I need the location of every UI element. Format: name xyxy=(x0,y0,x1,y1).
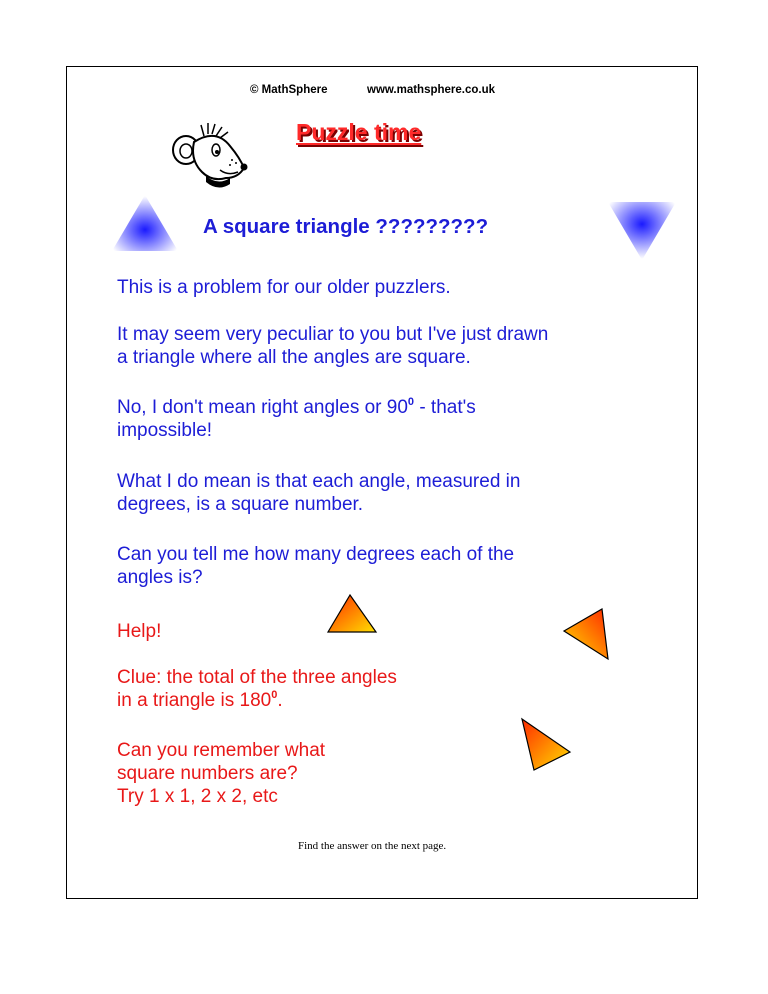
mouse-mascot-icon xyxy=(168,120,250,194)
website-link[interactable]: www.mathsphere.co.uk xyxy=(367,84,496,96)
footer-note: Find the answer on the next page. xyxy=(298,840,447,852)
clue-paragraph: Clue: the total of the three angles in a triangle is $180^0$. xyxy=(117,667,397,711)
gold-triangle-icon xyxy=(326,594,378,634)
help-text: Help! xyxy=(117,621,162,642)
square-number-paragraph: What I do mean is that each angle, measured in degrees, is a square number. xyxy=(117,471,521,515)
gold-triangle-icon xyxy=(562,607,612,661)
copyright-text: © MathSphere xyxy=(250,84,328,96)
peculiar-paragraph: It may seem very peculiar to you but I've just drawn a triangle where all the angles are square. xyxy=(117,324,549,368)
intro-paragraph: This is a problem for our older puzzlers. xyxy=(117,277,451,298)
reminder-paragraph: Can you remember what square numbers are? Try 1 x 1, 2 x 2, etc xyxy=(117,740,326,807)
blue-triangle-icon xyxy=(112,195,178,251)
puzzle-subtitle: A square triangle ????????? xyxy=(203,215,489,238)
gold-triangle-icon xyxy=(516,716,572,772)
question-paragraph: Can you tell me how many degrees each of the angles is? xyxy=(117,544,515,588)
blue-triangle-icon xyxy=(608,202,676,260)
page-title: Puzzle time xyxy=(296,119,422,145)
right-angle-paragraph: No, I don't mean right angles or $90^0$ - that's impossible! xyxy=(117,396,476,441)
